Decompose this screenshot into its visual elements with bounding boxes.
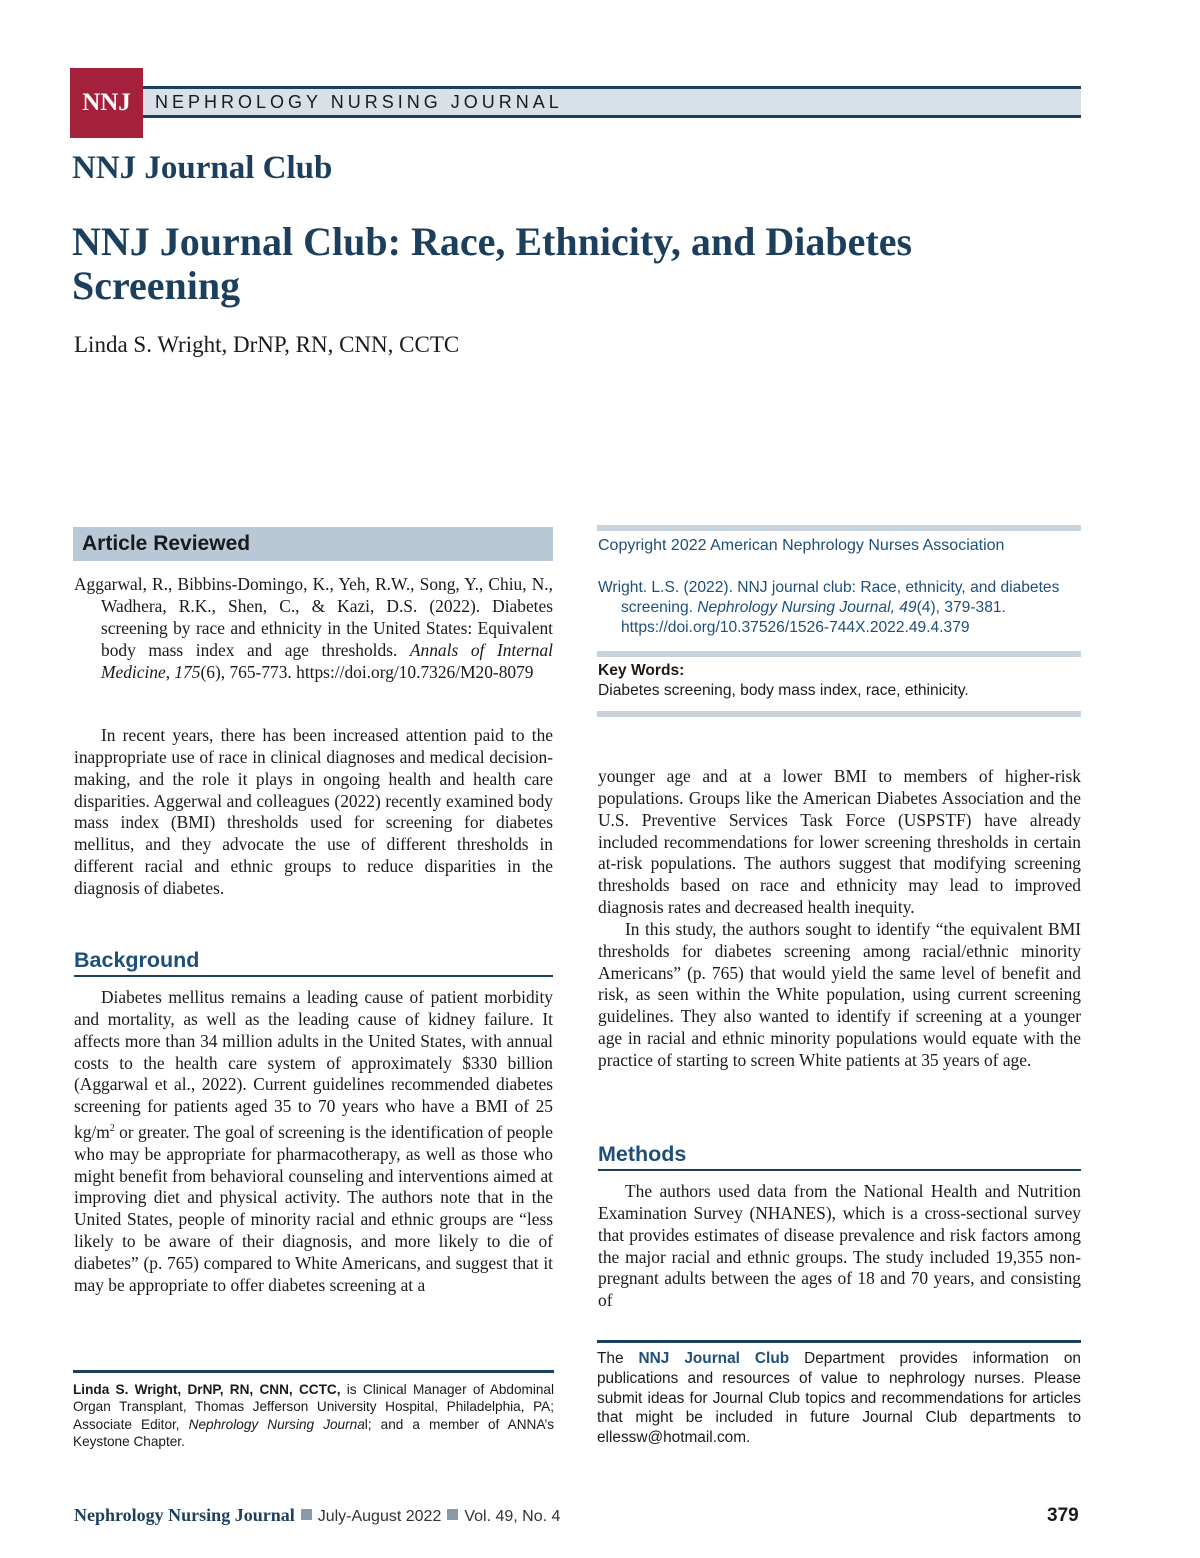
author-note-name: Linda S. Wright, DrNP, RN, CNN, CCTC, [73, 1382, 341, 1397]
article-author: Linda S. Wright, DrNP, RN, CNN, CCTC [74, 332, 460, 357]
article-title: NNJ Journal Club: Race, Ethnicity, and Diabetes Screening [72, 219, 913, 308]
reviewed-citation: Aggarwal, R., Bibbins-Domingo, K., Yeh, R.W., Song, Y., Chiu, N., Wadhera, R.K., Shen, C., & Kazi, D.S. (2022). Diabetes screening by race and ethnicity in the United States: Equivalent body mass index and age thresholds. Annals of Internal Medicine, 175(6), 765-773. https://doi.org/10.7326/M20-8079 [74, 574, 553, 682]
intro-text: In recent years, there has been increased attention paid to the inappropriate use of race in clinical diagnoses and medical decision-making, and the role it plays in ongoing health and health care disparities. Aggerwal and colleagues (2022) recently examined body mass index (BMI) thresholds used for screening for diabetes mellitus, and they advocate the use of different thresholds in different racial and ethnic groups to reduce disparities in the diagnosis of diabetes. [74, 725, 553, 898]
cite-text-a: Wright. L.S. (2022). NNJ journal club: Race, ethnicity, and diabetes screening. [598, 579, 1060, 616]
author-note [73, 1381, 554, 1450]
info-box-mid-bar [597, 651, 1081, 657]
copyright-line: Copyright 2022 American Nephrology Nurses Association [598, 537, 1005, 554]
methods-text: The authors used data from the National Health and Nutrition Examination Survey (NHANES), which is a cross-sectional survey that provides estimates of disease prevalence and risk factors among the major racial and ethnic groups. The study included 19,355 non-pregnant adults between the ages of 18 and 70 years, and consisting of [598, 1181, 1081, 1311]
methods-heading: Methods [598, 1142, 1081, 1171]
background-text-a: Diabetes mellitus remains a leading cause of patient morbidity and mortality, as well as the leading cause of kidney failure. It affects more than 34 million adults in the United States, with annual costs to the health care system of approximately $330 billion (Aggarwal et al., 2022). Current guidelines recommended diabetes screening for patients aged 35 to 70 years who have a BMI of 25 kg/m [74, 987, 553, 1142]
citation-journal: Annals of Internal Medicine [101, 640, 553, 682]
department-note-text-a: The [597, 1350, 639, 1367]
author-note-journal: Nephrology Nursing Journa [188, 1416, 365, 1432]
footer-square-icon [301, 1509, 312, 1520]
cite-journal: Nephrology Nursing Journal, 49 [697, 599, 917, 616]
logo-text: NNJ [82, 89, 131, 116]
department-note-text-b: Department provides information on publications and resources of value to nephrology nurses. Please submit ideas for Journal Club topics and recommendations for articles that might be included in future Journal Club departments to ellessw@hotmail.com. [597, 1350, 1081, 1447]
author-note-rule [73, 1370, 554, 1373]
citation-main: Aggarwal, R., Bibbins-Domingo, K., Yeh, R.W., Song, Y., Chiu, N., Wadhera, R.K., Shen, C., & Kazi, D.S. (2022). Diabetes screening by race and ethnicity in the United States: Equivalent body mass index and age thresholds. [74, 574, 553, 660]
department-note-rule [597, 1340, 1081, 1343]
article-reviewed-label: Article Reviewed [82, 532, 251, 555]
footer-issue: July-August 2022 [317, 1508, 442, 1525]
journal-logo [70, 68, 143, 138]
cite-text-b: (4), 379-381. https://doi.org/10.37526/1526-744X.2022.49.4.379 [621, 599, 1006, 636]
footer-volume: Vol. 49, No. 4 [464, 1508, 561, 1525]
citation-volume: 175 [174, 662, 201, 682]
info-box-top-bar [597, 525, 1081, 531]
intro-paragraph [74, 725, 553, 900]
page-footer [74, 1505, 560, 1526]
how-to-cite [598, 578, 1081, 638]
info-box-bottom-bar [597, 711, 1081, 717]
study-paragraph: In this study, the authors sought to identify “the equivalent BMI thresholds for diabetes screening among racial/ethnic minority Americans” (p. 765) that would yield the same level of benefit and risk, as seen within the White population, using current screening guidelines. They also wanted to identify if screening at a younger age in racial and ethnic minority populations would equate with the practice of starting to screen White patients at 35 years of age. [598, 918, 1081, 1070]
keywords-label: Key Words: [598, 662, 685, 679]
department-title: NNJ Journal Club [72, 150, 333, 186]
author-note-text-a: is Clinical Manager of Abdominal Organ Transplant, Thomas Jefferson University Hospital, Philadelphia, PA; Associate Editor, [73, 1382, 554, 1432]
author-note-text-b: l; and a member of ANNA’s Keystone Chapter. [73, 1416, 555, 1449]
department-note-highlight: NNJ Journal Club [638, 1350, 790, 1367]
footer-journal-name: Nephrology Nursing Journal [74, 1505, 295, 1525]
keywords-text: Diabetes screening, body mass index, race, ethinicity. [598, 682, 969, 699]
footer-square-icon [447, 1509, 458, 1520]
background-paragraph [74, 987, 553, 1297]
page-number: 379 [1047, 1505, 1079, 1526]
continuation-paragraph: younger age and at a lower BMI to members of higher-risk populations. Groups like the American Diabetes Association and the U.S. Preventive Services Task Force (USPSTF) have already included recommendations for lower screening thresholds in certain at-risk populations. The authors suggest that modifying screening thresholds based on race and ethnicity may lead to improved diagnosis rates and decreased health inequity. [598, 766, 1081, 918]
article-reviewed-box [73, 527, 553, 561]
background-text-b: or greater. The goal of screening is the identification of people who may be appropriate for pharmacotherapy, as well as those who might benefit from behavioral counseling and interventions aimed at improving diet and physical activity. The authors note that in the United States, people of minority racial and ethnic groups are “less likely to be aware of their diagnosis, and more likely to die of diabetes” (p. 765) compared to White Americans, and suggest that it may be appropriate to offer diabetes screening at a [74, 1121, 553, 1295]
masthead-band [143, 86, 1081, 118]
background-heading: Background [74, 948, 553, 977]
right-column-text [598, 766, 1081, 1072]
citation-rest: (6), 765-773. https://doi.org/10.7326/M20-8079 [200, 662, 534, 682]
journal-name: NEPHROLOGY NURSING JOURNAL [155, 92, 563, 112]
background-superscript: 2 [109, 1123, 115, 1135]
department-note [597, 1349, 1081, 1448]
methods-paragraph [598, 1181, 1081, 1312]
